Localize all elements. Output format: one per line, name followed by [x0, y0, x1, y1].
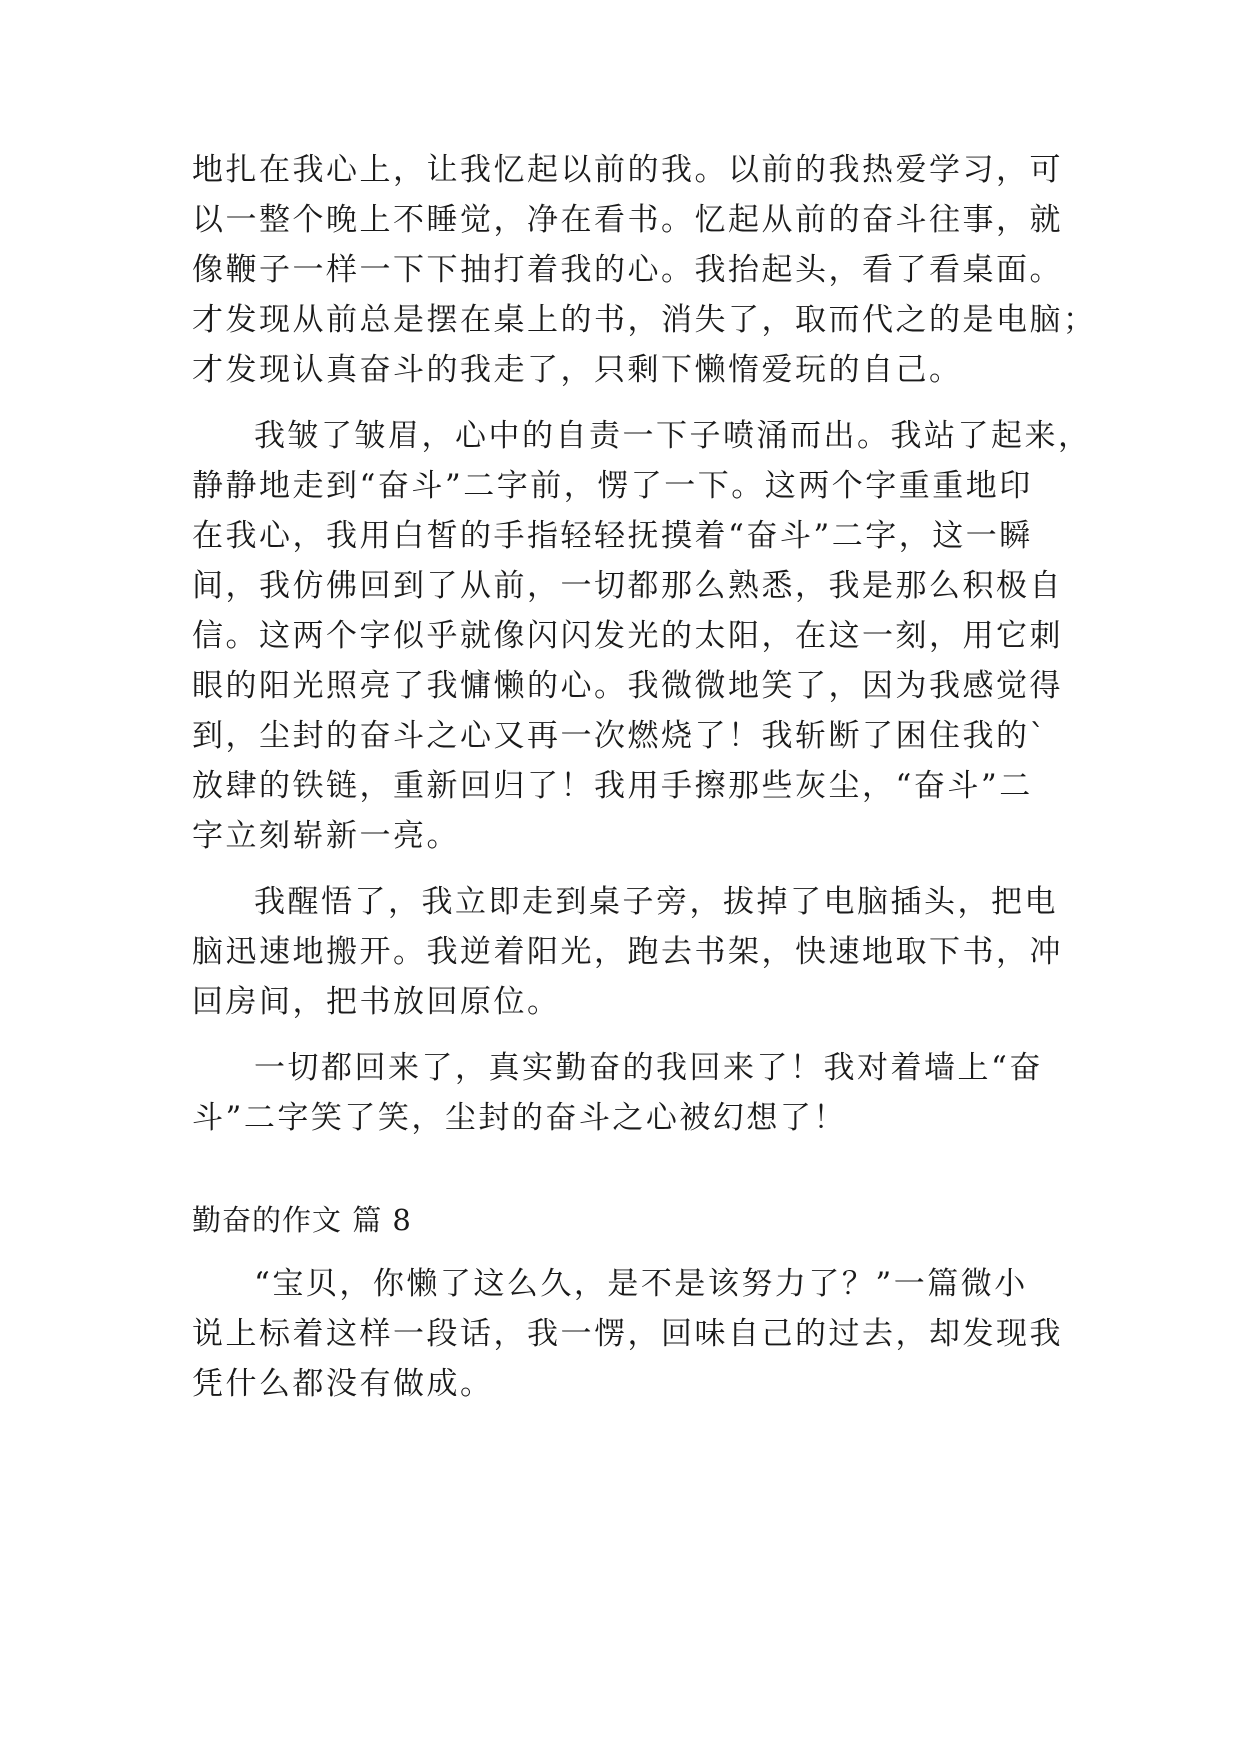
paragraph-line: 静静地走到“奋斗”二字前，愣了一下。这两个字重重地印 — [192, 468, 1033, 504]
paragraph-line: 我醒悟了，我立即走到桌子旁，拔掉了电脑插头，把电 — [254, 884, 1058, 920]
paragraph-line: 眼的阳光照亮了我慵懒的心。我微微地笑了，因为我感觉得 — [192, 668, 1063, 704]
paragraph-line: 像鞭子一样一下下抽打着我的心。我抬起头，看了看桌面。 — [192, 252, 1063, 288]
paragraph-line: 放肆的铁链，重新回归了！我用手擦那些灰尘，“奋斗”二 — [192, 768, 1033, 804]
paragraph-line: 一切都回来了，真实勤奋的我回来了！我对着墙上“奋 — [254, 1050, 1043, 1086]
paragraph-line: 回房间，把书放回原位。 — [192, 984, 561, 1020]
paragraph-line: 我皱了皱眉，心中的自责一下子喷涌而出。我站了起来， — [254, 418, 1092, 454]
paragraph-line: 在我心，我用白皙的手指轻轻抚摸着“奋斗”二字，这一瞬 — [192, 518, 1033, 554]
paragraph-line: 才发现认真奋斗的我走了，只剩下懒惰爱玩的自己。 — [192, 352, 963, 388]
paragraph-line: 斗”二字笑了笑，尘封的奋斗之心被幻想了！ — [192, 1100, 847, 1136]
paragraph-line: 脑迅速地搬开。我逆着阳光，跑去书架，快速地取下书，冲 — [192, 934, 1063, 970]
paragraph-line: 凭什么都没有做成。 — [192, 1366, 494, 1402]
paragraph-line: 到，尘封的奋斗之心又再一次燃烧了！我斩断了困住我的` — [192, 718, 1048, 754]
section-heading: 勤奋的作文 篇 8 — [192, 1203, 412, 1237]
paragraph-line: 才发现从前总是摆在桌上的书，消失了，取而代之的是电脑； — [192, 302, 1097, 338]
paragraph-line: 说上标着这样一段话，我一愣，回味自己的过去，却发现我 — [192, 1316, 1063, 1352]
paragraph-line: 字立刻崭新一亮。 — [192, 818, 460, 854]
paragraph-line: 间，我仿佛回到了从前，一切都那么熟悉，我是那么积极自 — [192, 568, 1063, 604]
paragraph-line: “宝贝，你懒了这么久，是不是该努力了？”一篇微小 — [254, 1266, 1028, 1302]
paragraph-line: 信。这两个字似乎就像闪闪发光的太阳，在这一刻，用它刺 — [192, 618, 1063, 654]
paragraph-line: 地扎在我心上，让我忆起以前的我。以前的我热爱学习，可 — [192, 152, 1063, 188]
paragraph-line: 以一整个晚上不睡觉，净在看书。忆起从前的奋斗往事，就 — [192, 202, 1063, 238]
